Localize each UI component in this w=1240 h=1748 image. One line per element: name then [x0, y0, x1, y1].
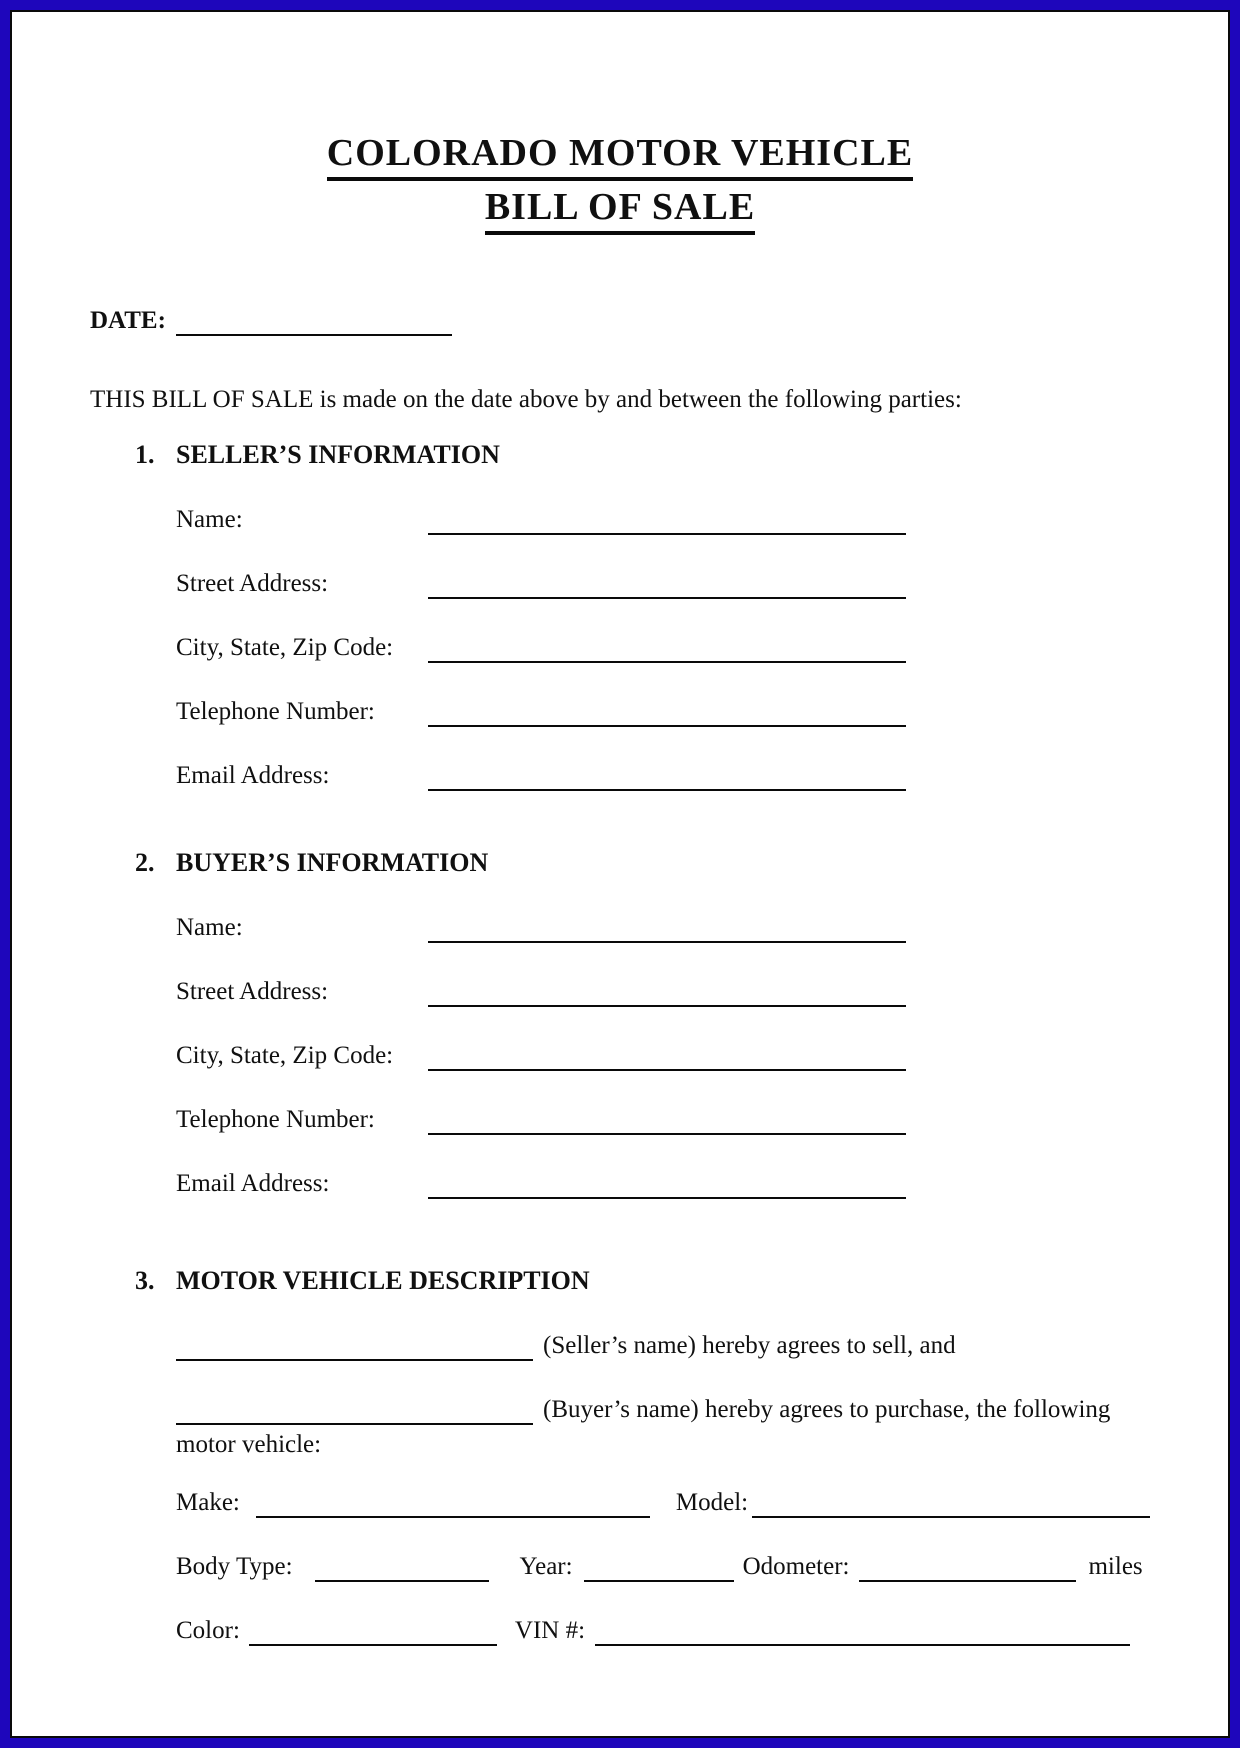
section-2-title: BUYER’S INFORMATION [176, 848, 489, 877]
color-vin-row [176, 1616, 1228, 1646]
title-line-2: BILL OF SALE [485, 184, 755, 235]
buyer-agree-name-input-line[interactable] [176, 1395, 533, 1425]
vin-label: VIN #: [514, 1617, 586, 1644]
year-input-line[interactable] [584, 1552, 734, 1582]
odometer-label: Odometer: [742, 1553, 850, 1580]
buyer-street-input-line[interactable] [428, 977, 906, 1007]
seller-email-input-line[interactable] [428, 761, 906, 791]
seller-agree-text: (Seller’s name) hereby agrees to sell, and [543, 1332, 956, 1359]
seller-street-input-line[interactable] [428, 569, 906, 599]
buyer-email-row [176, 1169, 1228, 1199]
buyer-phone-row [176, 1105, 1228, 1135]
buyer-agree-continuation: motor vehicle: [176, 1431, 322, 1458]
bill-of-sale-page [10, 10, 1230, 1738]
seller-city-input-line[interactable] [428, 633, 906, 663]
title-line-1: COLORADO MOTOR VEHICLE [327, 130, 913, 181]
seller-city-label: City, State, Zip Code: [176, 634, 394, 661]
model-label: Model: [675, 1489, 749, 1516]
intro-paragraph: THIS BILL OF SALE is made on the date above by and between the following parties: [90, 386, 962, 413]
section-3-header [135, 1265, 1228, 1297]
section-1-number: 1. [135, 440, 155, 469]
seller-email-label: Email Address: [176, 762, 330, 789]
section-2-header [135, 847, 1228, 879]
buyer-agree-text: (Buyer’s name) hereby agrees to purchase, the following [543, 1396, 1111, 1423]
buyer-phone-label: Telephone Number: [176, 1106, 375, 1133]
make-label: Make: [176, 1489, 240, 1516]
buyer-phone-input-line[interactable] [428, 1105, 906, 1135]
body-type-input-line[interactable] [315, 1552, 489, 1582]
model-input-line[interactable] [752, 1488, 1150, 1518]
seller-name-label: Name: [176, 506, 243, 533]
body-year-odometer-row [176, 1552, 1228, 1582]
section-3-number: 3. [135, 1266, 155, 1295]
seller-agree-row [176, 1331, 1228, 1361]
buyer-email-label: Email Address: [176, 1170, 330, 1197]
buyer-name-row [176, 913, 1228, 943]
seller-phone-label: Telephone Number: [176, 698, 375, 725]
make-model-row [176, 1488, 1228, 1518]
section-1-header [135, 439, 1228, 471]
seller-city-row [176, 633, 1228, 663]
seller-street-label: Street Address: [176, 570, 329, 597]
seller-phone-input-line[interactable] [428, 697, 906, 727]
seller-name-input-line[interactable] [428, 505, 906, 535]
odometer-input-line[interactable] [859, 1552, 1076, 1582]
buyer-street-label: Street Address: [176, 978, 329, 1005]
document-title [12, 130, 1228, 238]
buyer-email-input-line[interactable] [428, 1169, 906, 1199]
vin-input-line[interactable] [595, 1616, 1130, 1646]
date-row [90, 306, 1228, 336]
body-type-label: Body Type: [176, 1553, 293, 1580]
seller-email-row [176, 761, 1228, 791]
buyer-street-row [176, 977, 1228, 1007]
color-label: Color: [176, 1617, 240, 1644]
seller-street-row [176, 569, 1228, 599]
buyer-name-input-line[interactable] [428, 913, 906, 943]
date-label: DATE: [90, 307, 166, 334]
year-label: Year: [519, 1553, 573, 1580]
seller-agree-name-input-line[interactable] [176, 1331, 533, 1361]
make-input-line[interactable] [256, 1488, 650, 1518]
buyer-city-input-line[interactable] [428, 1041, 906, 1071]
section-1-title: SELLER’S INFORMATION [176, 440, 500, 469]
color-input-line[interactable] [249, 1616, 497, 1646]
date-input-line[interactable] [176, 306, 452, 336]
buyer-city-row [176, 1041, 1228, 1071]
miles-suffix: miles [1088, 1553, 1143, 1580]
section-3-title: MOTOR VEHICLE DESCRIPTION [176, 1266, 590, 1295]
buyer-agree-row [176, 1395, 1228, 1425]
section-2-number: 2. [135, 848, 155, 877]
seller-name-row [176, 505, 1228, 535]
buyer-name-label: Name: [176, 914, 243, 941]
seller-phone-row [176, 697, 1228, 727]
buyer-city-label: City, State, Zip Code: [176, 1042, 394, 1069]
